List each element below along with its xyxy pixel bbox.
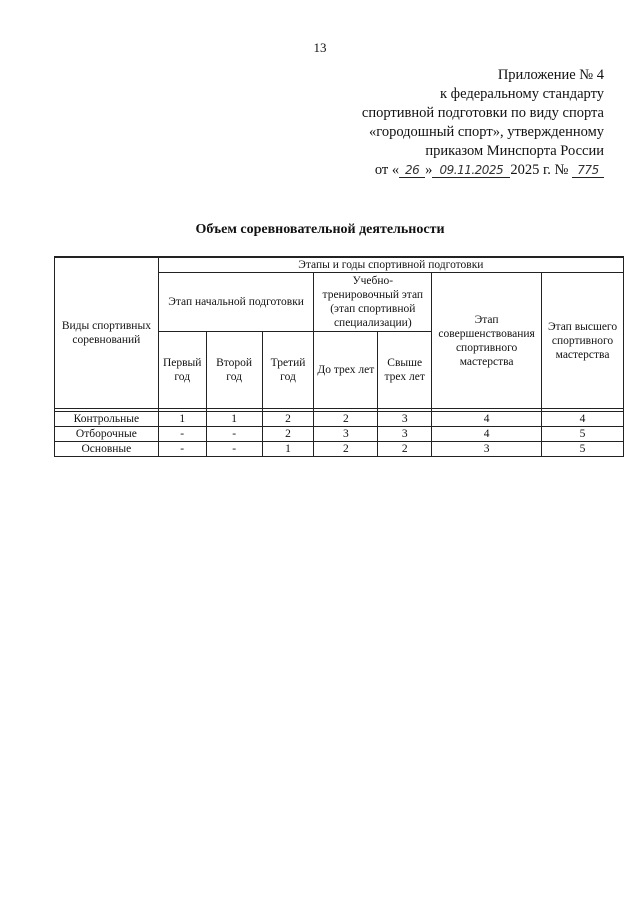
table-cell: 1: [158, 412, 206, 427]
appendix-line-5: приказом Минспорта России: [425, 143, 604, 159]
table-cell: 4: [542, 412, 624, 427]
appendix-line-1: Приложение № 4: [497, 67, 604, 83]
header-over-3-years: Свыше трех лет: [378, 332, 432, 409]
row-label: Контрольные: [55, 412, 159, 427]
header-year-3: Третий год: [262, 332, 314, 409]
header-stage-training: Учебно-тренировочный этап (этап спортивной специализации): [314, 273, 432, 332]
page-number: 13: [313, 40, 327, 55]
table-cell: 3: [432, 442, 542, 457]
appendix-line-3: спортивной подготовки по виду спорта: [361, 105, 604, 121]
table-cell: 2: [314, 412, 378, 427]
table-cell: -: [206, 442, 262, 457]
table-cell: 2: [314, 442, 378, 457]
table-cell: 3: [314, 427, 378, 442]
table-cell: 2: [262, 412, 314, 427]
header-competition-types: Виды спортивных соревнований: [55, 257, 159, 409]
table-cell: -: [158, 427, 206, 442]
handwritten-day: 26: [399, 163, 425, 178]
table-cell: 3: [378, 412, 432, 427]
table-cell: 5: [542, 442, 624, 457]
date-prefix: от «: [374, 162, 400, 178]
table-cell: 5: [542, 427, 624, 442]
table-cell: -: [158, 442, 206, 457]
table-row: [55, 412, 624, 427]
header-stage-improvement: Этап совершенствования спортивного мастерства: [432, 273, 542, 409]
date-year: 2025 г. №: [510, 162, 569, 178]
table-cell: 4: [432, 427, 542, 442]
table-cell: 3: [378, 427, 432, 442]
appendix-line-2: к федеральному стандарту: [440, 86, 604, 102]
header-stages-group: Этапы и годы спортивной подготовки: [158, 257, 623, 273]
appendix-line-4: «городошный спорт», утвержденному: [369, 124, 604, 140]
header-upto-3-years: До трех лет: [314, 332, 378, 409]
header-year-2: Второй год: [206, 332, 262, 409]
table-cell: 1: [206, 412, 262, 427]
table-cell: 1: [262, 442, 314, 457]
row-label: Отборочные: [55, 427, 159, 442]
table-cell: 2: [262, 427, 314, 442]
row-label: Основные: [55, 442, 159, 457]
table-cell: 4: [432, 412, 542, 427]
handwritten-month: 09.11.2025: [432, 163, 510, 178]
table-row: [55, 442, 624, 457]
table-cell: -: [206, 427, 262, 442]
appendix-date-line: [304, 161, 604, 180]
table-cell: 2: [378, 442, 432, 457]
header-stage-higher: Этап высшего спортивного мастерства: [542, 273, 624, 409]
date-mid: »: [425, 162, 433, 178]
header-year-1: Первый год: [158, 332, 206, 409]
document-title: Объем соревновательной деятельности: [195, 222, 445, 237]
handwritten-order-number: 775: [572, 163, 604, 178]
competition-volume-table: [54, 256, 624, 457]
header-stage-initial: Этап начальной подготовки: [158, 273, 314, 332]
appendix-header: [304, 66, 604, 180]
table-row: [55, 427, 624, 442]
